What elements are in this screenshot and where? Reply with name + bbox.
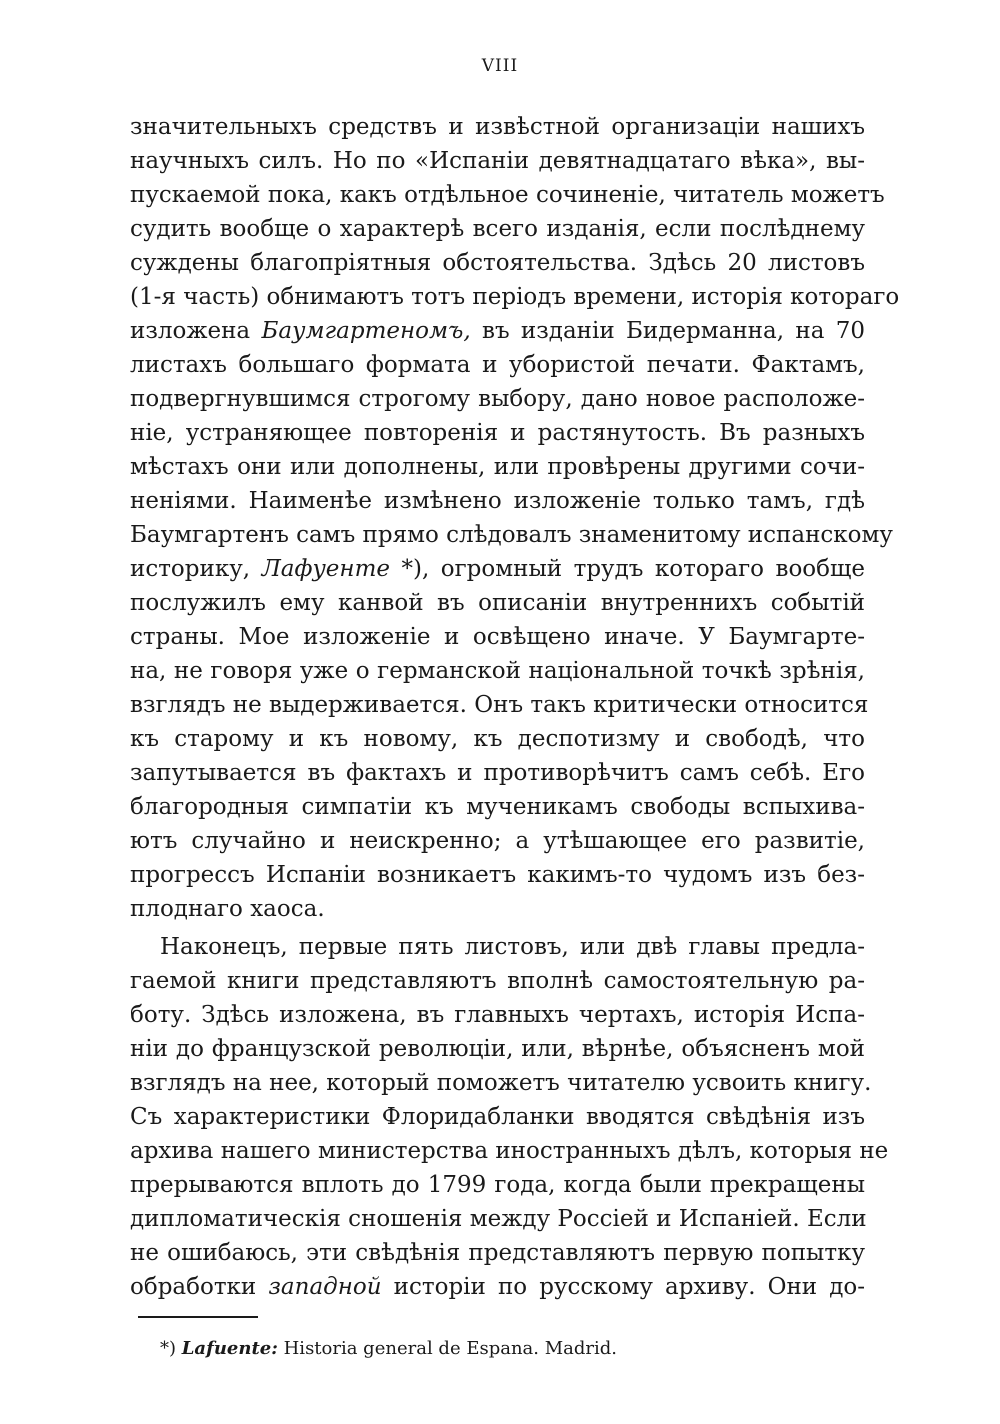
text-line: листахъ большаго формата и убористой печати. Фактамъ, (130, 352, 865, 378)
text-segment: исторіи по русскому архиву. Они до- (393, 1274, 866, 1300)
text-line: запутывается въ фактахъ и противорѣчитъ самъ себѣ. Его (130, 760, 865, 786)
text-line: послужилъ ему канвой въ описаніи внутреннихъ событій (130, 590, 865, 616)
text-line: архива нашего министерства иностранныхъ дѣлъ, которыя не (130, 1138, 889, 1164)
text-line: гаемой книги представляютъ вполнѣ самостоятельную ра- (130, 968, 865, 994)
italic-emphasis: западной (268, 1274, 382, 1300)
text-line: мѣстахъ они или дополнены, или провѣрены другими сочи- (130, 454, 865, 480)
page-number: VIII (481, 56, 519, 76)
text-line: прерываются вплоть до 1799 года, когда были прекращены (130, 1172, 865, 1198)
text-line: научныхъ силъ. Но по «Испаніи девятнадцатаго вѣка», вы- (130, 148, 865, 174)
footnote-author: Lafuente: (181, 1338, 278, 1359)
text-line: взглядъ не выдерживается. Онъ такъ критически относится (130, 692, 869, 718)
text-segment: *), огромный трудъ котораго вообще (401, 556, 865, 582)
text-line: на, не говоря уже о германской національной точкѣ зрѣнія, (130, 658, 865, 684)
text-line: пускаемой пока, какъ отдѣльное сочиненіе, читатель можетъ (130, 182, 885, 208)
text-line: Наконецъ, первые пять листовъ, или двѣ главы предла- (160, 934, 865, 960)
text-line: дипломатическія сношенія между Россіей и Испаніей. Если (130, 1206, 867, 1232)
text-line: страны. Мое изложеніе и освѣщено иначе. У Баумгарте- (130, 624, 865, 650)
text-line: къ старому и къ новому, къ деспотизму и свободѣ, что (130, 726, 865, 752)
text-line: неніями. Наименѣе измѣнено изложеніе только тамъ, гдѣ (130, 488, 865, 514)
text-line: прогрессъ Испаніи возникаетъ какимъ-то чудомъ изъ без- (130, 862, 865, 888)
text-line: взглядъ на нее, который поможетъ читателю усвоить книгу. (130, 1070, 872, 1096)
footnote (160, 1336, 617, 1362)
text-line: ютъ случайно и неискренно; а утѣшающее его развитіе, (130, 828, 865, 854)
text-segment: обработки (130, 1274, 257, 1300)
text-line: ніе, устраняющее повторенія и растянутость. Въ разныхъ (130, 420, 865, 446)
text-segment: въ изданіи Бидерманна, на 70 (482, 318, 865, 344)
text-line (130, 1270, 865, 1304)
text-line: Съ характеристики Флоридабланки вводятся свѣдѣнія изъ (130, 1104, 865, 1130)
italic-author-name: Баумгартеномъ, (261, 318, 471, 344)
text-segment: историку, (130, 556, 251, 582)
text-line: подвергнувшимся строгому выбору, дано новое расположе- (130, 386, 865, 412)
text-line: (1-я часть) обнимаютъ тотъ періодъ времени, исторія котораго (130, 284, 900, 310)
italic-author-name: Лафуенте (261, 556, 390, 582)
text-line: судить вообще о характерѣ всего изданія, если послѣднему (130, 216, 865, 242)
text-line: Баумгартенъ самъ прямо слѣдовалъ знаменитому испанскому (130, 522, 893, 548)
footnote-divider (138, 1316, 258, 1318)
text-line (130, 552, 865, 586)
text-line (130, 314, 865, 348)
text-segment: изложена (130, 318, 251, 344)
text-line: плоднаго хаоса. (130, 896, 325, 922)
footnote-marker: *) (160, 1338, 177, 1359)
footnote-text: Historia general de Espana. Madrid. (283, 1338, 618, 1359)
text-line: благородныя симпатіи къ мученикамъ свободы вспыхива- (130, 794, 865, 820)
text-line: не ошибаюсь, эти свѣдѣнія представляютъ первую попытку (130, 1240, 865, 1266)
text-line: суждены благопріятныя обстоятельства. Здѣсь 20 листовъ (130, 250, 865, 276)
text-line: боту. Здѣсь изложена, въ главныхъ чертахъ, исторія Испа- (130, 1002, 865, 1028)
text-line: ніи до французской революціи, или, вѣрнѣе, объясненъ мой (130, 1036, 865, 1062)
text-line: значительныхъ средствъ и извѣстной организаціи нашихъ (130, 114, 865, 140)
